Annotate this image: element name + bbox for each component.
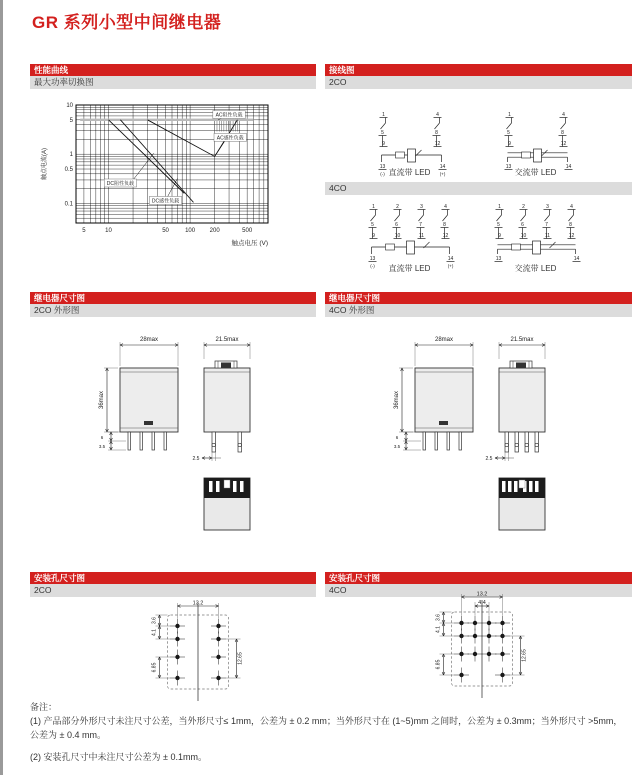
performance-section-header: 性能曲线 xyxy=(30,64,316,76)
page-title: GR 系列小型中间继电器 xyxy=(32,13,222,32)
svg-text:触点电流(A): 触点电流(A) xyxy=(42,148,48,180)
svg-text:6: 6 xyxy=(395,222,398,228)
svg-text:触点电压 (V): 触点电压 (V) xyxy=(231,240,268,247)
svg-text:1: 1 xyxy=(382,112,385,118)
max-switching-power-chart xyxy=(36,97,288,259)
mounting-subheader-2co: 2CO xyxy=(30,584,316,597)
svg-text:(+): (+) xyxy=(447,263,454,269)
caption-4co-ac: 交流带 LED xyxy=(514,264,557,273)
svg-text:14: 14 xyxy=(439,164,446,170)
note-1: (1) 产品部分外形尺寸未注尺寸公差，当外形尺寸≤ 1mm，公差为 ± 0.2 mm；当外形尺寸在 (1~5)mm 之间时，公差为 ± 0.3mm；当外形尺寸 >5mm，公差为 ± 0.4 mm。 xyxy=(30,716,623,740)
svg-text:1: 1 xyxy=(69,152,73,159)
svg-text:11: 11 xyxy=(544,233,551,239)
svg-text:2.5: 2.5 xyxy=(485,456,493,462)
svg-text:(-): (-) xyxy=(380,171,385,177)
svg-text:6: 6 xyxy=(521,222,524,228)
svg-text:4: 4 xyxy=(570,204,573,210)
svg-text:14: 14 xyxy=(565,164,572,170)
wiring-subheader-2co: 2CO xyxy=(325,76,632,89)
svg-text:8: 8 xyxy=(561,130,564,136)
svg-text:28max: 28max xyxy=(434,337,454,343)
relay-dims-subheader-2co: 2CO 外形图 xyxy=(30,304,316,317)
svg-text:5: 5 xyxy=(381,130,384,136)
svg-text:5: 5 xyxy=(82,228,86,234)
caption-2co-ac: 交流带 LED xyxy=(514,168,557,177)
svg-text:28max: 28max xyxy=(139,337,159,343)
svg-text:12.65: 12.65 xyxy=(521,649,528,662)
svg-text:12: 12 xyxy=(442,233,449,239)
svg-text:1: 1 xyxy=(498,204,501,210)
svg-text:1: 1 xyxy=(508,112,511,118)
svg-text:3.6: 3.6 xyxy=(151,617,158,624)
svg-text:0.5: 0.5 xyxy=(64,167,73,174)
svg-text:10: 10 xyxy=(394,233,401,239)
svg-text:9: 9 xyxy=(372,233,375,239)
svg-text:AC阻性负载: AC阻性负载 xyxy=(215,112,243,119)
svg-text:500: 500 xyxy=(242,228,253,234)
svg-text:3.5: 3.5 xyxy=(98,444,106,449)
svg-text:9: 9 xyxy=(508,141,511,147)
note-2: (2) 安装孔尺寸中未注尺寸公差为 ± 0.1mm。 xyxy=(30,752,207,762)
svg-text:5: 5 xyxy=(69,117,73,124)
svg-text:13: 13 xyxy=(495,256,502,262)
relay-outline-drawing-4co xyxy=(387,328,577,543)
svg-text:8: 8 xyxy=(435,130,438,136)
svg-text:50: 50 xyxy=(162,228,169,234)
svg-text:3.6: 3.6 xyxy=(435,614,442,621)
mounting-header-right: 安装孔尺寸图 xyxy=(325,572,632,584)
svg-text:4.1: 4.1 xyxy=(151,629,158,636)
svg-text:5: 5 xyxy=(497,222,500,228)
svg-text:(+): (+) xyxy=(439,171,446,177)
svg-text:1: 1 xyxy=(372,204,375,210)
svg-text:36max: 36max xyxy=(394,390,400,410)
svg-text:DC感性负载: DC感性负载 xyxy=(151,198,180,205)
svg-text:13: 13 xyxy=(369,256,376,262)
svg-text:6.85: 6.85 xyxy=(151,662,158,673)
svg-text:DC阻性负载: DC阻性负载 xyxy=(106,180,135,187)
svg-text:6: 6 xyxy=(395,435,399,440)
svg-text:9: 9 xyxy=(382,141,385,147)
svg-text:4: 4 xyxy=(562,112,565,118)
svg-text:0.1: 0.1 xyxy=(64,201,73,208)
wiring-diagram-4co-dc xyxy=(352,200,467,270)
svg-text:8: 8 xyxy=(443,222,446,228)
svg-text:AC感性负载: AC感性负载 xyxy=(216,135,244,142)
svg-text:21.5max: 21.5max xyxy=(215,337,239,343)
relay-outline-drawing-2co xyxy=(92,328,282,543)
svg-text:13: 13 xyxy=(379,164,386,170)
svg-text:6.85: 6.85 xyxy=(435,659,442,670)
svg-text:4: 4 xyxy=(444,204,447,210)
svg-text:12: 12 xyxy=(568,233,575,239)
svg-text:12: 12 xyxy=(434,141,441,147)
svg-text:3: 3 xyxy=(546,204,549,210)
svg-text:5: 5 xyxy=(371,222,374,228)
page-edge-strip xyxy=(0,0,3,775)
svg-text:5: 5 xyxy=(507,130,510,136)
svg-text:2.5: 2.5 xyxy=(192,456,200,462)
svg-text:3: 3 xyxy=(420,204,423,210)
svg-text:2: 2 xyxy=(522,204,525,210)
svg-text:100: 100 xyxy=(185,228,196,234)
svg-text:21.5max: 21.5max xyxy=(510,337,534,343)
svg-text:(-): (-) xyxy=(370,263,375,269)
svg-text:9: 9 xyxy=(498,233,501,239)
performance-section-subheader: 最大功率切换图 xyxy=(30,76,316,89)
relay-dims-header-right: 继电器尺寸图 xyxy=(325,292,632,304)
svg-text:7: 7 xyxy=(545,222,548,228)
svg-text:3.5: 3.5 xyxy=(393,444,401,449)
caption-4co-dc: 直流带 LED xyxy=(388,264,431,273)
caption-2co-dc: 直流带 LED xyxy=(388,168,431,177)
mounting-header-left: 安装孔尺寸图 xyxy=(30,572,316,584)
svg-text:36max: 36max xyxy=(99,390,105,410)
wiring-subheader-4co: 4CO xyxy=(325,182,632,195)
svg-text:10: 10 xyxy=(520,233,527,239)
wiring-diagram-4co-ac xyxy=(478,200,593,270)
svg-text:6: 6 xyxy=(100,435,104,440)
svg-text:7: 7 xyxy=(419,222,422,228)
svg-text:14: 14 xyxy=(447,256,454,262)
svg-text:13: 13 xyxy=(505,164,512,170)
svg-text:2: 2 xyxy=(396,204,399,210)
svg-text:4.1: 4.1 xyxy=(435,626,442,633)
wiring-section-header: 接线图 xyxy=(325,64,632,76)
mounting-hole-pattern-2co xyxy=(120,596,255,708)
svg-text:14: 14 xyxy=(573,256,580,262)
svg-text:200: 200 xyxy=(209,228,220,234)
svg-text:4: 4 xyxy=(436,112,439,118)
relay-dims-header-left: 继电器尺寸图 xyxy=(30,292,316,304)
svg-text:10: 10 xyxy=(66,103,73,109)
svg-text:10: 10 xyxy=(105,228,112,234)
svg-text:13.2: 13.2 xyxy=(192,600,204,607)
mounting-hole-pattern-4co xyxy=(400,590,550,710)
svg-text:4.4: 4.4 xyxy=(478,600,486,606)
svg-text:12.65: 12.65 xyxy=(237,652,244,665)
mounting-subheader-4co: 4CO xyxy=(325,584,632,597)
svg-text:13.2: 13.2 xyxy=(476,591,488,598)
svg-text:11: 11 xyxy=(418,233,425,239)
relay-dims-subheader-4co: 4CO 外形图 xyxy=(325,304,632,317)
notes-label: 备注： xyxy=(30,702,58,712)
svg-text:12: 12 xyxy=(560,141,567,147)
svg-text:8: 8 xyxy=(569,222,572,228)
